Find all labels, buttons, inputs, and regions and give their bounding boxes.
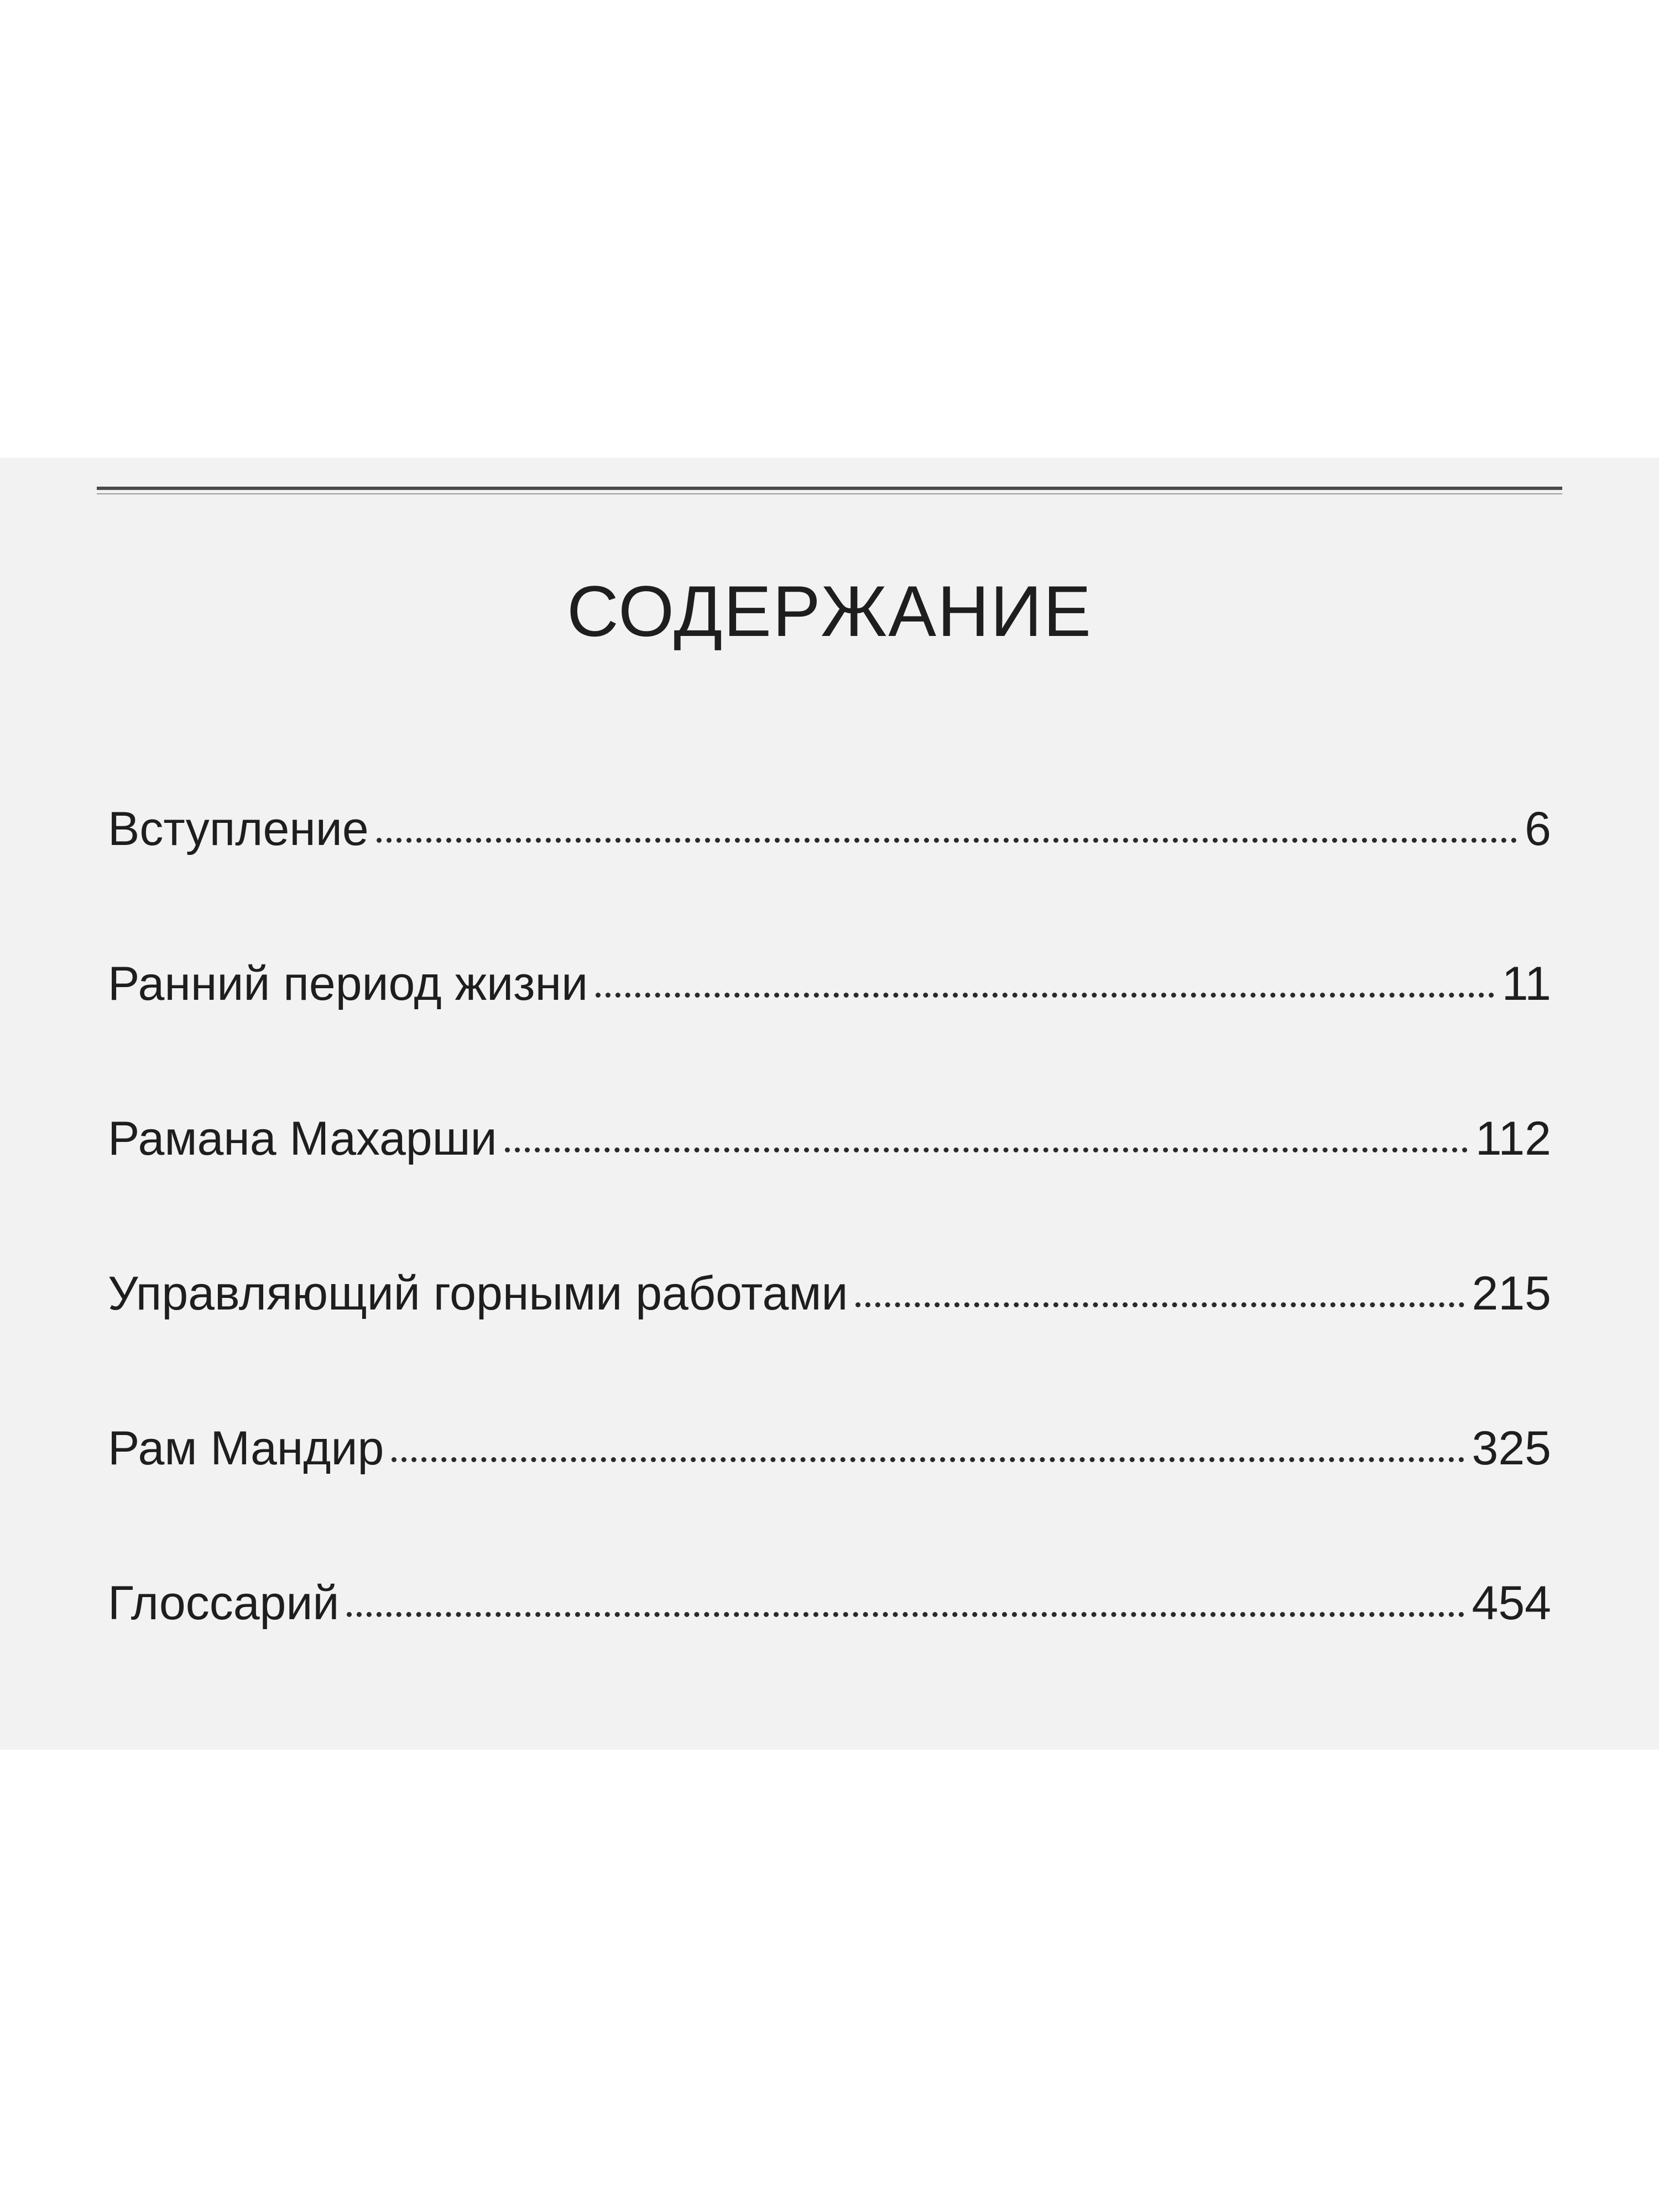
toc-entry-page: 6 [1525,802,1551,855]
page-title: СОДЕРЖАНИЕ [566,571,1093,651]
toc-entry-title: Управляющий горными работами [108,1267,848,1320]
toc-entry-ramana-maharshi [108,1112,1551,1266]
dot-leader [855,1302,1464,1307]
toc-entry-title: Рамана Махарши [108,1112,497,1165]
dot-leader [596,993,1494,998]
toc-entry-page: 325 [1472,1422,1551,1475]
toc-entry-mining-manager [108,1266,1551,1421]
dot-leader [377,838,1517,843]
toc-entry-introduction [108,802,1551,957]
toc-entry-page: 11 [1501,957,1551,1010]
toc-entry-page: 454 [1472,1577,1551,1630]
toc-entry-page: 215 [1472,1267,1551,1320]
header-rule [97,487,1562,490]
toc-entry-title: Рам Мандир [108,1422,384,1475]
toc-entry-glossary [108,1576,1551,1731]
dot-leader [392,1457,1464,1462]
header-rule-thin [97,493,1562,494]
dot-leader [505,1147,1468,1152]
toc-entry-title: Глоссарий [108,1577,340,1630]
table-of-contents [108,802,1551,1731]
toc-entry-title: Ранний период жизни [108,957,588,1010]
toc-entry-early-life [108,957,1551,1112]
toc-entry-title: Вступление [108,802,369,855]
toc-entry-page: 112 [1475,1112,1551,1165]
toc-entry-ram-mandir [108,1421,1551,1576]
dot-leader [347,1612,1464,1617]
